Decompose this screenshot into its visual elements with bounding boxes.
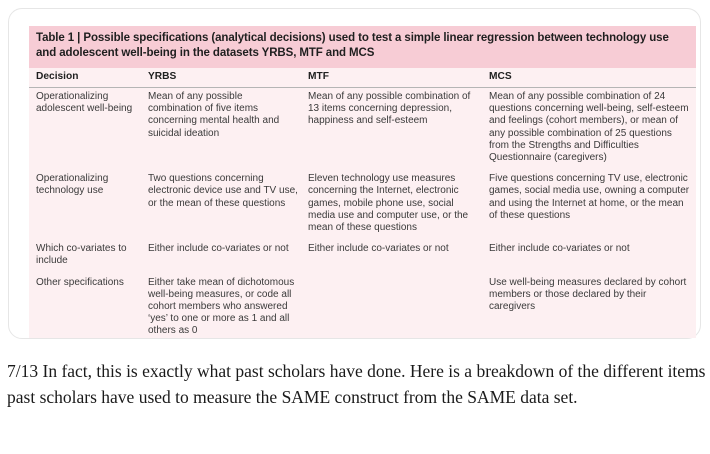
cell-decision: Operationalizing technology use [36,173,109,197]
header-mtf: MTF [301,68,482,88]
cell-decision: Other specifications [36,276,124,288]
table-caption-label: Table 1 | [36,32,81,44]
cell-mtf: Eleven technology use measures concerning the Internet, electronic games, mobile phone use, social media use and computer use, or the mean of these questions [308,173,469,234]
cell-mtf: Mean of any possible combination of 13 items concerning depression, happiness and self-esteem [308,91,471,127]
cell-mcs: Five questions concerning TV use, electronic games, social media use, owning a computer and using the Internet at home, or the mean of these questions [489,173,690,221]
cell-yrbs: Two questions concerning electronic device use and TV use, or the mean of these questions [148,173,298,209]
cell-mtf: Either include co-variates or not [308,243,449,255]
table-row [29,274,696,344]
table-row [29,88,696,171]
cell-mcs: Mean of any possible combination of 24 questions concerning well-being, self-esteem and feelings (cohort members), or mean of any possible combination of 25 questions from the Strengths and Difficulties Questionnaire (caregivers) [489,91,689,164]
cell-yrbs: Either take mean of dichotomous well-being measures, or code all cohort members who answered ‘yes’ to one or more as 1 and all others as 0 [148,276,295,337]
cell-yrbs: Mean of any possible combination of five items concerning mental health and suicidal ideation [148,91,280,139]
table-row [29,170,696,240]
specifications-table-figure [29,26,696,338]
specifications-table [29,68,696,344]
cell-yrbs: Either include co-variates or not [148,243,289,255]
cell-mtf [301,274,482,344]
table-row [29,240,696,273]
cell-mcs: Either include co-variates or not [489,243,630,255]
table-caption-text: Possible specifications (analytical decisions) used to test a simple linear regression between technology use and adolescent well-being in the datasets YRBS, MTF and MCS [36,32,669,59]
table-header-row [29,68,696,88]
header-mcs: MCS [482,68,696,88]
table-caption [29,26,696,68]
cell-decision: Operationalizing adolescent well-being [36,91,133,115]
tweet-text: 7/13 In fact, this is exactly what past scholars have done. Here is a breakdown of the different items past scholars have used to measure the SAME construct from the SAME data set. [7,361,706,407]
header-yrbs: YRBS [141,68,301,88]
embedded-image-card [8,8,701,339]
cell-decision: Which co-variates to include [36,243,127,267]
header-decision: Decision [29,68,141,88]
cell-mcs: Use well-being measures declared by cohort members or those declared by their caregivers [489,276,687,313]
